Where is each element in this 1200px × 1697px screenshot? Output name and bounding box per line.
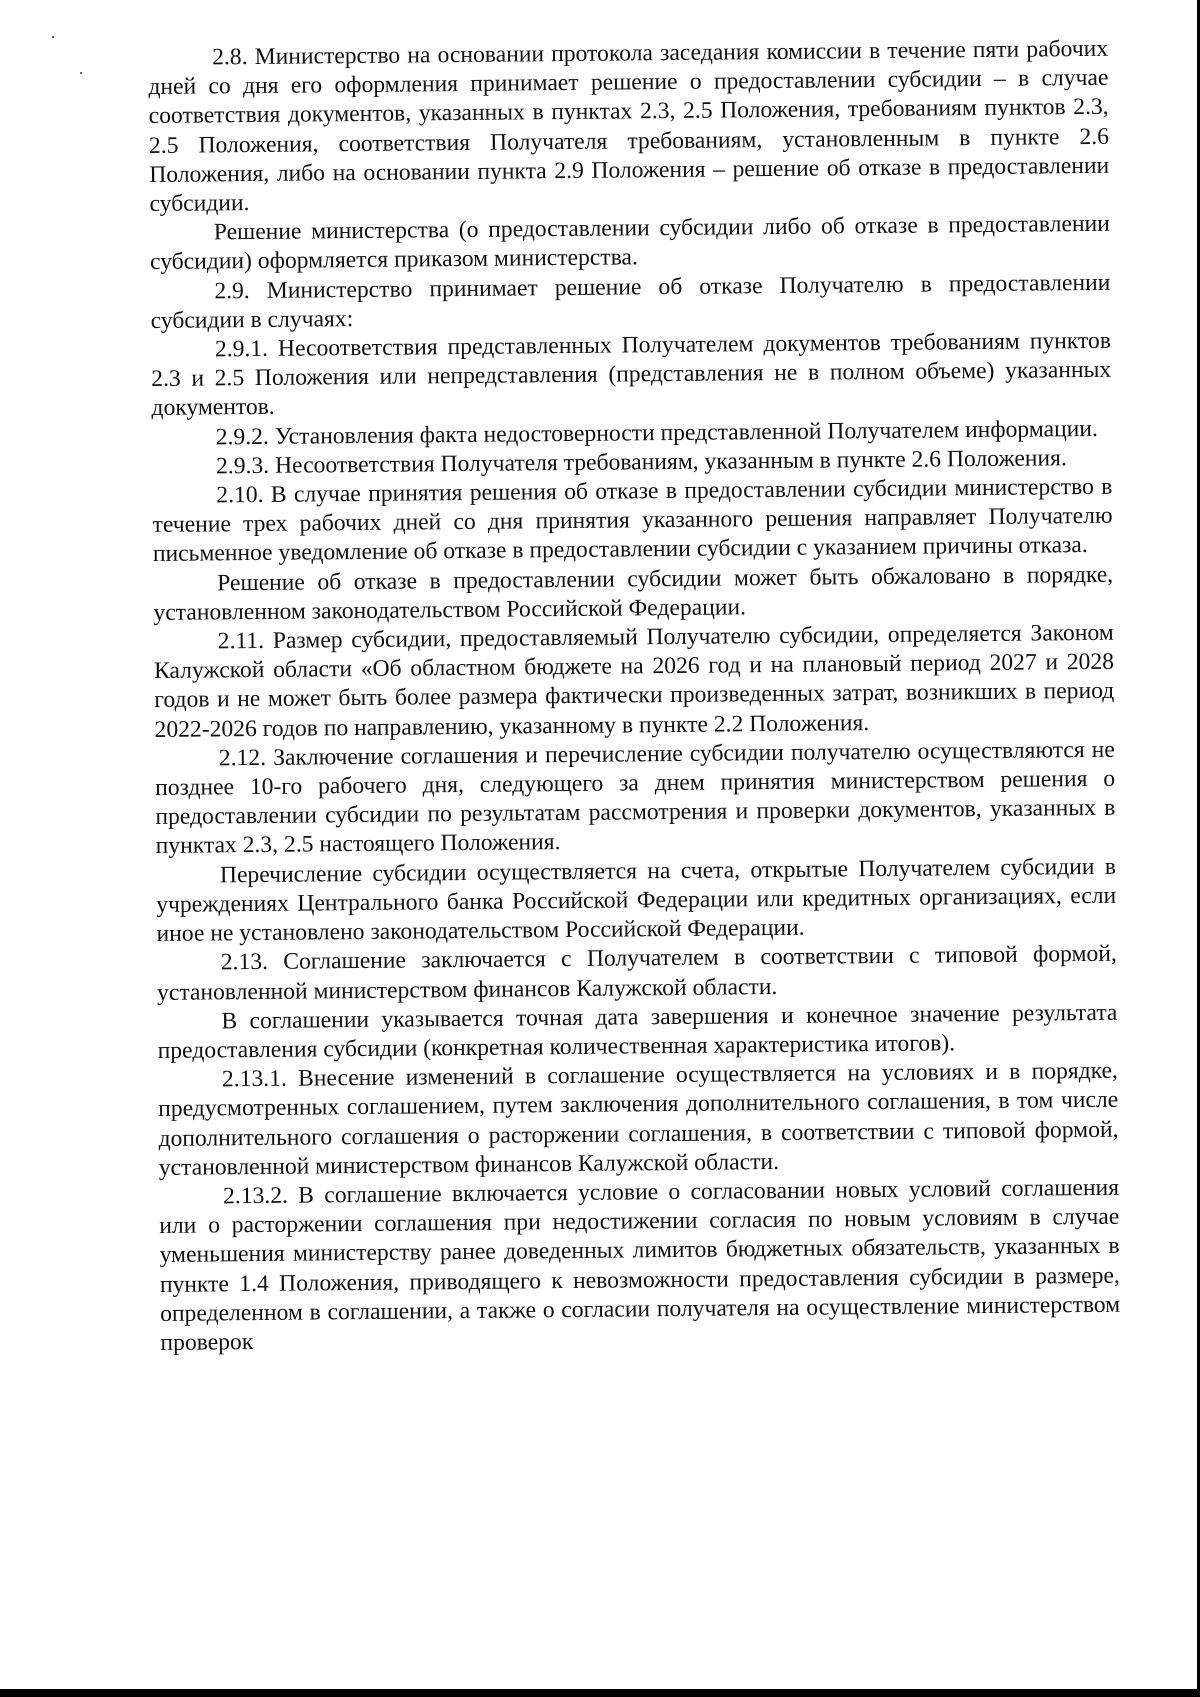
- paragraph-2-9-1: 2.9.1. Несоответствия представленных Получателем документов требованиям пунктов 2.3 и 2.5 Положения или непредставления (представления не в полном объеме) указанных документов.: [151, 327, 1112, 422]
- paragraph-2-13-2: 2.13.2. В соглашение включается условие о согласовании новых условий соглашения или о расторжении соглашения при недостижении согласия по новым условиям в случае уменьшения министерству ранее доведенных лимитов бюджетных обязательств, указанных в пункте 1.4 Положения, приводящего к невозможности предоставления субсидии в размере, определенном в соглашении, а также о согласии получателя на осуществление министерством проверок: [159, 1174, 1121, 1356]
- paragraph-2-13: 2.13. Соглашение заключается с Получателем в соответствии с типовой формой, установленной министерством финансов Калужской области.: [156, 941, 1117, 1006]
- paragraph-2-8: 2.8. Министерство на основании протокола заседания комиссии в течение пяти рабочих дней со дня его оформления принимает решение о предоставлении субсидии – в случае соответствия документов, указанных в пунктах 2.3, 2.5 Положения, требованиям пунктов 2.3, 2.5 Положения, соответствия Получателя требованиям, установленным в пункте 2.6 Положения, либо на основании пункта 2.9 Положения – решение об отказе в предоставлении субсидии.: [148, 35, 1110, 218]
- paragraph-agreement-result: В соглашении указывается точная дата завершения и конечное значение результата предоставления субсидии (конкретная количественная характеристика итогов).: [157, 999, 1118, 1064]
- paragraph-2-11: 2.11. Размер субсидии, предоставляемый Получателю субсидии, определяется Законом Калужской области «Об областном бюджете на 2026 год и на плановый период 2027 и 2028 годов и не может быть более размера фактически произведенных затрат, возникших в период 2022-2026 годов по направлению, указанному в пункте 2.2 Положения.: [153, 619, 1115, 743]
- paragraph-2-13-1: 2.13.1. Внесение изменений в соглашение осуществляется на условиях и в порядке, предусмотренных соглашением, путем заключения дополнительного соглашения, в том числе дополнительного соглашения о расторжении соглашения, в соответствии с типовой формой, установленной министерством финансов Калужской области.: [158, 1057, 1119, 1181]
- paragraph-appeal: Решение об отказе в предоставлении субсидии может быть обжаловано в порядке, установленном законодательством Российской Федерации.: [153, 561, 1114, 626]
- scan-speck: [52, 36, 54, 38]
- paragraph-2-9-2: 2.9.2. Установления факта недостоверности представленной Получателем информации.: [215, 415, 1098, 451]
- paragraph-2-10: 2.10. В случае принятия решения об отказе в предоставлении субсидии министерство в течение трех рабочих дней со дня принятия указанного решения направляет Получателю письменное уведомление об отказе в предоставлении субсидии с указанием причины отказа.: [152, 473, 1113, 568]
- scan-speck: [80, 72, 82, 74]
- paragraph-2-9: 2.9. Министерство принимает решение об отказе Получателю в предоставлении субсидии в случаях:: [150, 269, 1111, 334]
- paragraph-2-9-3: 2.9.3. Несоответствия Получателя требованиям, указанным в пункте 2.6 Положения.: [215, 445, 1067, 480]
- scan-border-bottom: [0, 1689, 1200, 1697]
- paragraph-decision-form: Решение министерства (о предоставлении субсидии либо об отказе в предоставлении субсидии) оформляется приказом министерства.: [149, 210, 1110, 276]
- document-body: [148, 35, 1121, 1358]
- paragraph-transfer: Перечисление субсидии осуществляется на счета, открытые Получателем субсидии в учреждениях Центрального банка Российской Федерации или кредитных организациях, если иное не установлено законодательством Российской Федерации.: [156, 853, 1117, 948]
- paragraph-2-12: 2.12. Заключение соглашения и перечисление субсидии получателю осуществляются не позднее 10-го рабочего дня, следующего за днем принятия министерством решения о предоставлении субсидии по результатам рассмотрения и проверки документов, указанных в пунктах 2.3, 2.5 настоящего Положения.: [155, 736, 1116, 860]
